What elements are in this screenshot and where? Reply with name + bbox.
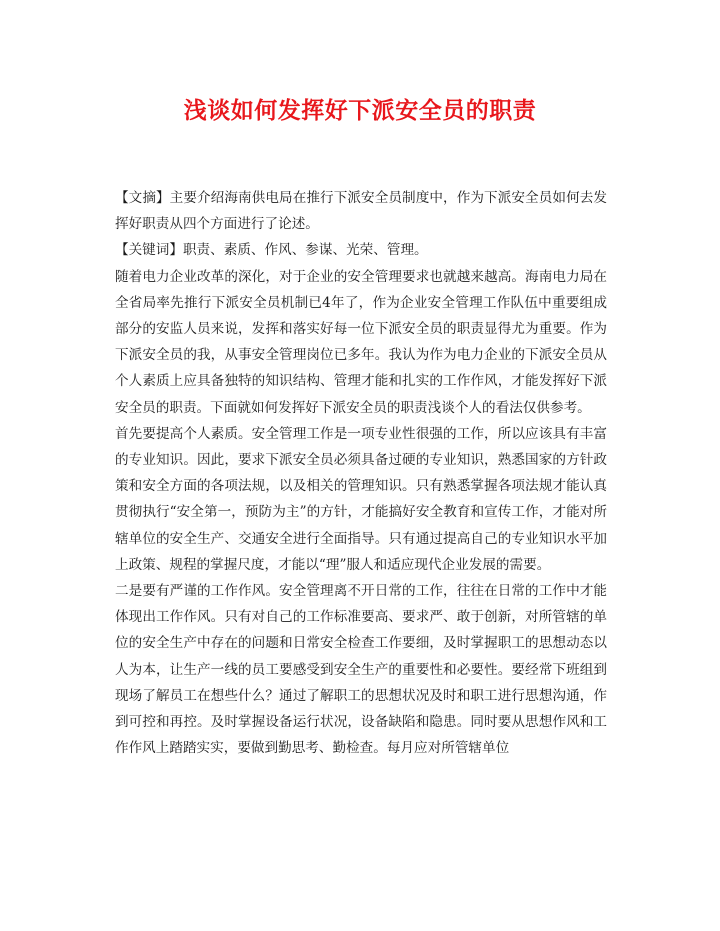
keywords-paragraph: 【关键词】职责、素质、作风、参谋、光荣、管理。 (115, 242, 428, 259)
body-paragraph-1: 随着电力企业改革的深化，对于企业的安全管理要求也就越来越高。海南电力局在全省局率先推行下派安全员机制已4年了，作为企业安全管理工作队伍中重要组成部分的安监人员来说，发挥和落实好每一位下派安全员的职责显得尤为重要。作为下派安全员的我，从事安全管理岗位已多年。我认为作为电力企业的下派安全员从个人素质上应具备独特的知识结构、管理才能和扎实的工作作风，才能发挥好下派安全员的职责。下面就如何发挥好下派安全员的职责浅谈个人的看法仅供参考。 (115, 268, 607, 416)
document-body (115, 185, 607, 761)
body-paragraph-2: 首先要提高个人素质。安全管理工作是一项专业性很强的工作，所以应该具有丰富的专业知识。因此，要求下派安全员必须具备过硬的专业知识，熟悉国家的方针政策和安全方面的各项法规，以及相关的管理知识。只有熟悉掌握各项法规才能认真贯彻执行“安全第一，预防为主”的方针，才能搞好安全教育和宣传工作，才能对所辖单位的安全生产、交通安全进行全面指导。只有通过提高自己的专业知识水平加上政策、规程的掌握尺度，才能以“理”服人和适应现代企业发展的需要。 (115, 425, 607, 573)
document-title: 浅谈如何发挥好下派安全员的职责 (183, 97, 537, 124)
body-paragraph-3: 二是要有严谨的工作作风。安全管理离不开日常的工作，往往在日常的工作中才能体现出工作作风。只有对自己的工作标准要高、要求严、敢于创新，对所管辖的单位的安全生产中存在的问题和日常安全检查工作要细，及时掌握职工的思想动态以人为本，让生产一线的员工要感受到安全生产的重要性和必要性。要经常下班组到现场了解员工在想些什么？通过了解职工的思想状况及时和职工进行思想沟通，作到可控和再控。及时掌握设备运行状况，设备缺陷和隐患。同时要从思想作风和工作作风上踏踏实实，要做到勤思考、勤检查。每月应对所管辖单位 (115, 583, 607, 757)
abstract-paragraph: 【文摘】主要介绍海南供电局在推行下派安全员制度中，作为下派安全员如何去发挥好职责从四个方面进行了论述。 (115, 190, 607, 233)
